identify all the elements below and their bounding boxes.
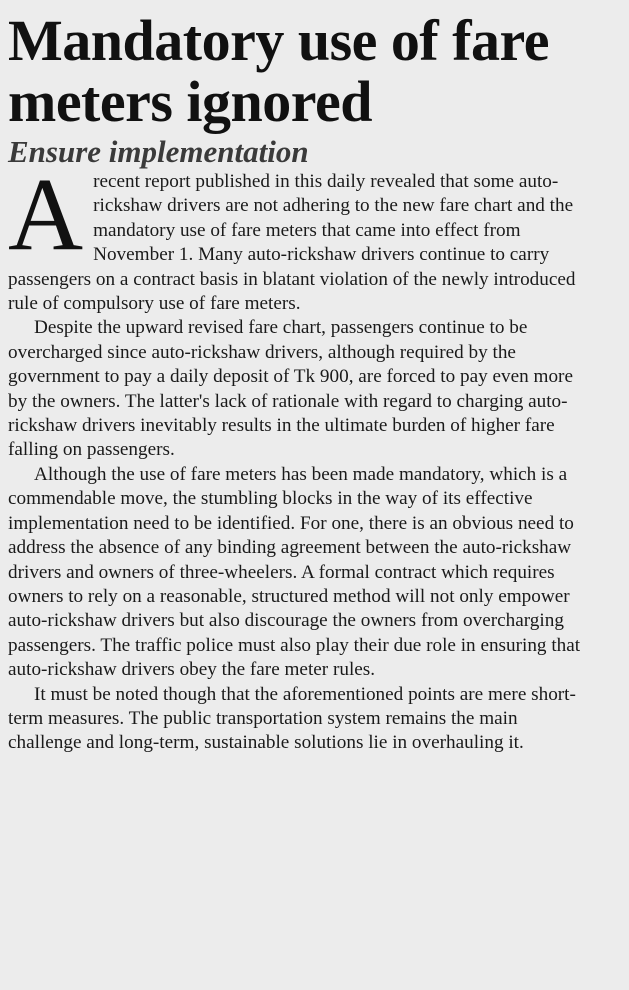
paragraph-4: It must be noted though that the aforementioned points are mere short-term measures. The public transportation system remains the main challenge and long-term, sustainable solutions lie in overhauling it. <box>8 683 576 754</box>
drop-cap: A <box>8 157 84 272</box>
paragraph-3: Although the use of fare meters has been made mandatory, which is a commendable move, the stumbling blocks in the way of its effective implementation need to be identified. For one, there is an obvious need to address the absence of any binding agreement between the auto-rickshaw drivers and owners of three-wheelers. A formal contract which requires owners to rely on a reasonable, structured method will not only empower auto-rickshaw drivers but also discourage the owners from overcharging passengers. The traffic police must also play their due role in ensuring that auto-rickshaw drivers obey the fare meter rules. <box>8 463 581 681</box>
paragraph-1-text: recent report published in this daily revealed that some auto-rickshaw drivers are not adhering to the new fare chart and the mandatory use of fare meters that came into effect from November 1. Many auto-rickshaw drivers continue to carry passengers on a contract basis in blatant violation of the newly introduced rule of compulsory use of fare meters. <box>8 171 576 315</box>
paragraph-2: Despite the upward revised fare chart, passengers continue to be overcharged since auto-rickshaw drivers, although required by the government to pay a daily deposit of Tk 900, are forced to pay even more by the owners. The latter's lack of rationale with regard to charging auto-rickshaw drivers inevitably results in the ultimate burden of higher fare falling on passengers. <box>8 317 573 461</box>
article-body <box>8 157 593 756</box>
headline: Mandatory use of fare meters ignored <box>8 8 549 134</box>
subheadline: Ensure implementation <box>8 134 309 169</box>
paragraph-1 <box>8 157 593 316</box>
